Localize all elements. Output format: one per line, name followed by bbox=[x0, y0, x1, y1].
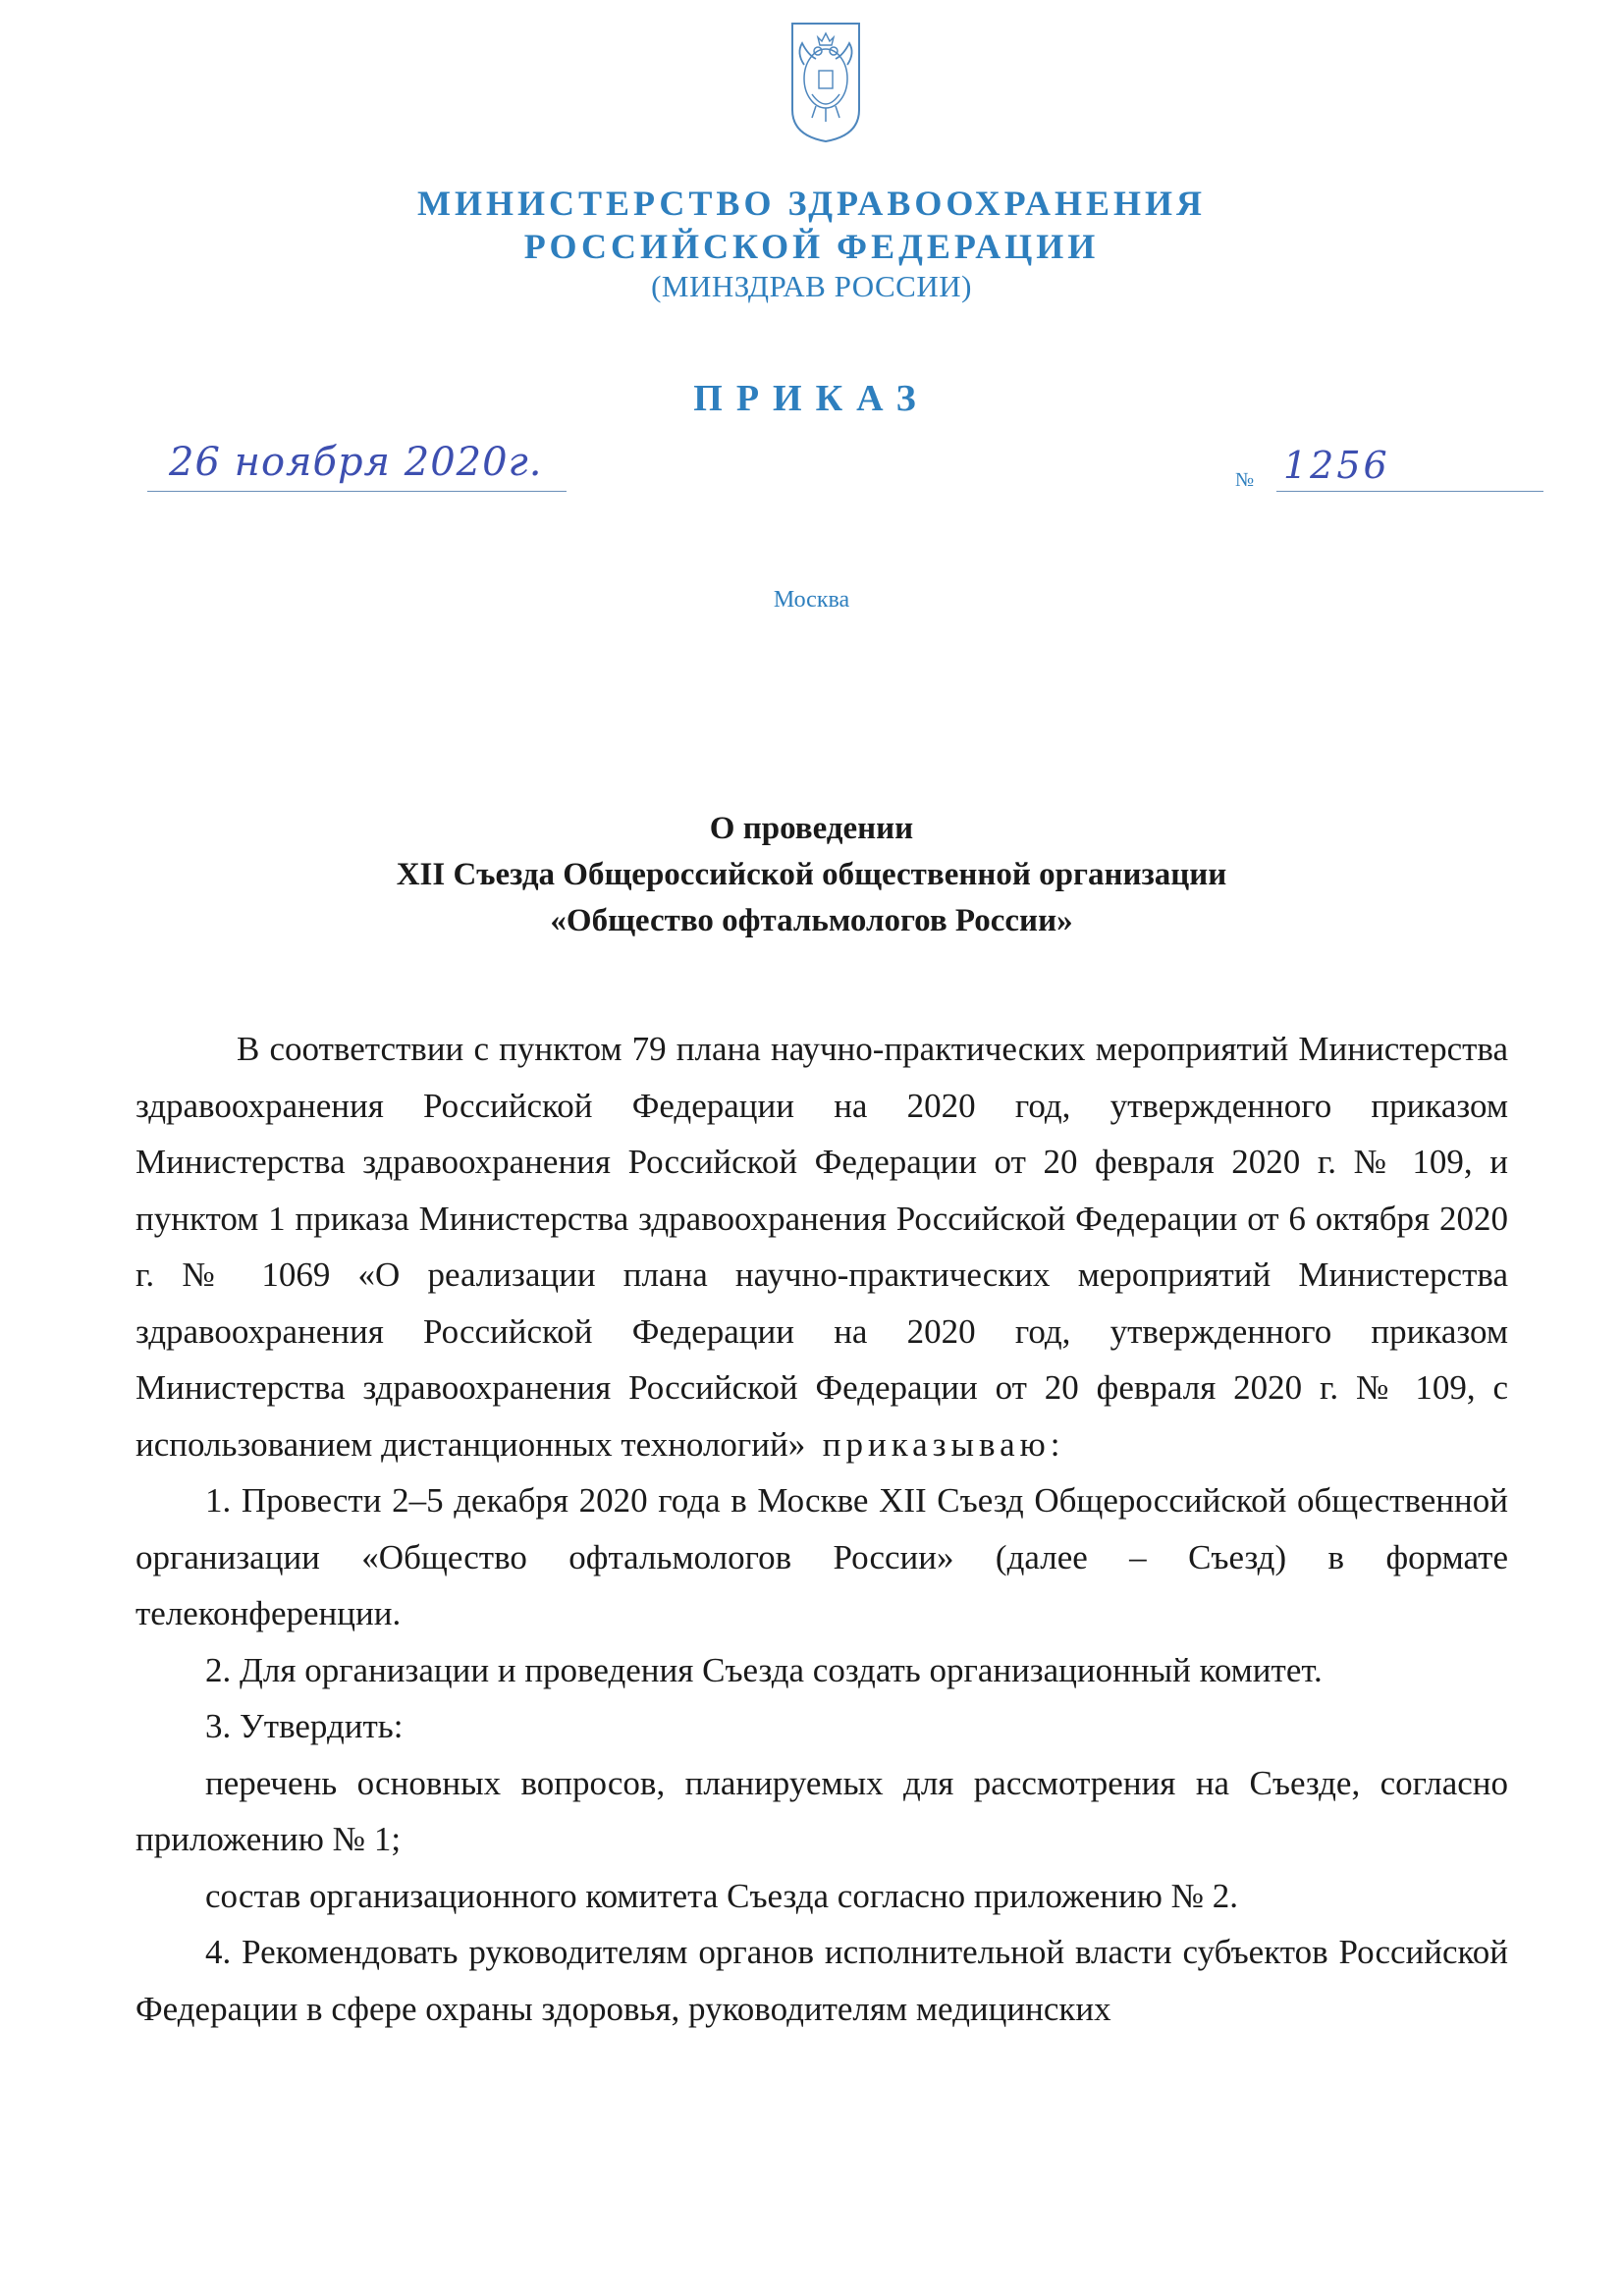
order-title-line2: XII Съезда Общероссийской общественной организации bbox=[396, 857, 1227, 892]
order-title-line3: «Общество офтальмологов России» bbox=[550, 903, 1073, 938]
handwritten-date: 26 ноября 2020г. bbox=[169, 440, 543, 485]
ministry-name-line1: МИНИСТЕРСТВО ЗДРАВООХРАНЕНИЯ bbox=[416, 184, 1206, 223]
preamble-text: В соответствии с пунктом 79 плана научно-практических мероприятий Министерства здравоохранения Российской Федерации на 2020 год, утвержденного приказом Министерства здравоохранения Российской Федерации от 20 февраля 2020 г. № 109, и пунктом 1 приказа Министерства здравоохранения Российской Федерации от 6 октября 2020 г. № 1069 «О реализации плана научно-практических мероприятий Министерства здравоохранения Российской Федерации на 2020 год, утвержденного приказом Министерства здравоохранения Российской Федерации от 20 февраля 2020 г. № 109, с использованием дистанционных технологий» bbox=[135, 1030, 1508, 1464]
date-underline bbox=[147, 491, 567, 492]
order-body bbox=[135, 1021, 1508, 2037]
order-item-3-a: перечень основных вопросов, планируемых для рассмотрения на Съезде, согласно приложению № 1; bbox=[135, 1763, 1508, 1858]
ministry-name-line2: РОССИЙСКОЙ ФЕДЕРАЦИИ bbox=[523, 227, 1100, 266]
number-underline bbox=[1276, 491, 1543, 492]
document-type-heading: ПРИКАЗ bbox=[693, 378, 930, 419]
ministry-short-name: (МИНЗДРАВ РОССИИ) bbox=[651, 269, 972, 303]
coat-of-arms-emblem-icon bbox=[788, 20, 863, 145]
order-keyword: приказываю: bbox=[822, 1424, 1065, 1464]
number-label: № bbox=[1235, 469, 1255, 491]
order-item-4: 4. Рекомендовать руководителям органов исполнительной власти субъектов Российской Федерации в сфере охраны здоровья, руководителям медицинских bbox=[135, 1933, 1508, 2028]
order-item-3: 3. Утвердить: bbox=[205, 1707, 404, 1745]
order-title-line1: О проведении bbox=[709, 811, 914, 846]
order-item-3-b: состав организационного комитета Съезда согласно приложению № 2. bbox=[205, 1876, 1238, 1915]
preamble-paragraph bbox=[135, 1021, 1508, 1472]
city-name: Москва bbox=[773, 587, 850, 613]
handwritten-number: 1256 bbox=[1283, 444, 1390, 487]
order-item-2: 2. Для организации и проведения Съезда создать организационный комитет. bbox=[205, 1650, 1323, 1689]
order-item-1: 1. Провести 2–5 декабря 2020 года в Москве XII Съезд Общероссийской общественной организации «Общество офтальмологов России» (далее – Съезд) в формате телеконференции. bbox=[135, 1481, 1508, 1632]
